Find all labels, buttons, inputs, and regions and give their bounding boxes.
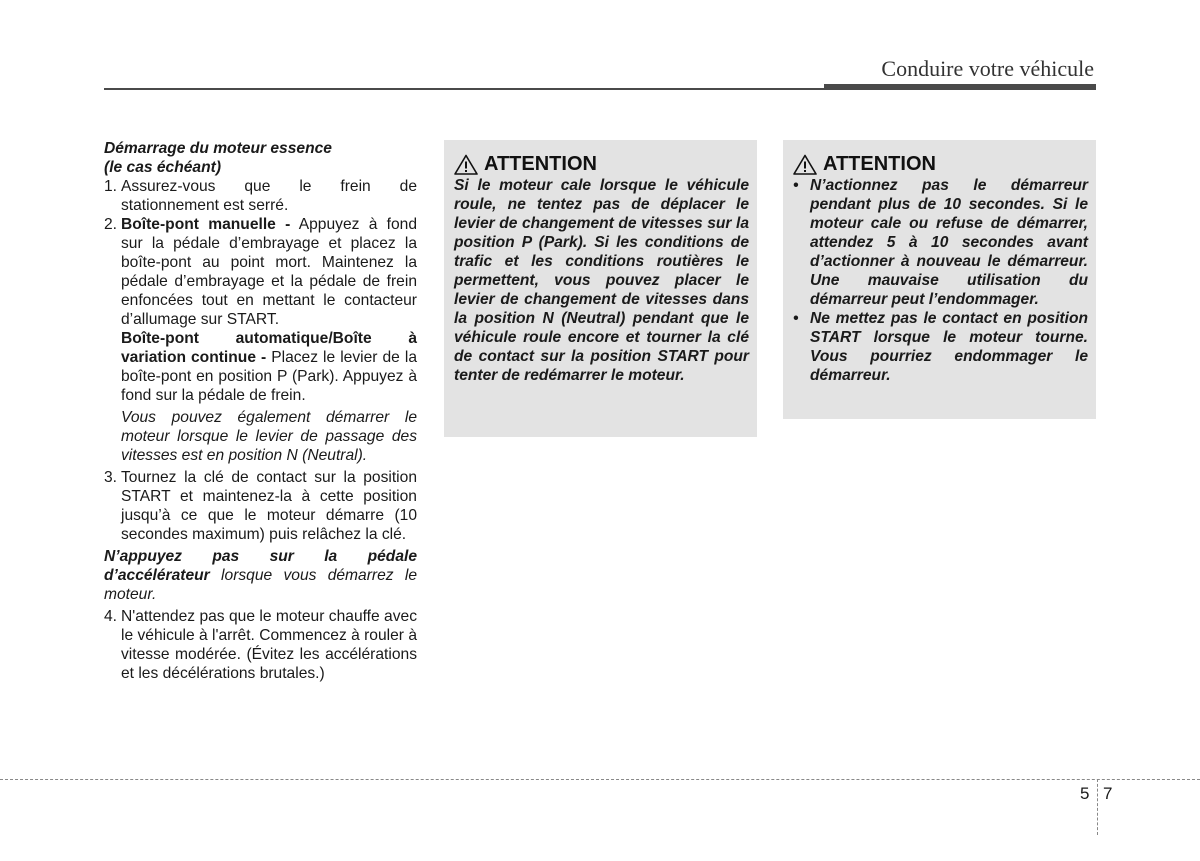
page-header-title: Conduire votre véhicule [881, 56, 1094, 81]
attention-box-stall [444, 140, 757, 437]
accelerator-note [104, 547, 417, 604]
bullet-text: Ne mettez pas le contact en position START lorsque le moteur tourne. Vous pourriez endommager le démarreur. [810, 310, 1088, 384]
footer-divider [0, 779, 1200, 780]
page-number-divider [1097, 779, 1098, 835]
step-text: Tournez la clé de contact sur la position START et maintenez-la à cette position jusqu’à ce que le moteur démarre (10 secondes maximum) puis relâchez la clé. [121, 469, 417, 543]
attention-heading [793, 152, 1088, 176]
warning-triangle-icon [793, 154, 817, 175]
step-number: 4. [104, 608, 118, 625]
bullet-mark: • [793, 310, 799, 327]
step-2-note: Vous pouvez également démarrer le moteur lorsque le levier de passage des vitesses est en position N (Neutral). [121, 409, 417, 464]
step-4 [104, 607, 417, 683]
step-number: 3. [104, 469, 118, 486]
section-subheading: Démarrage du moteur essence [104, 140, 332, 157]
step-2 [104, 215, 417, 329]
step-number: 2. [104, 216, 118, 233]
step-text: Placez le levier de la boîte-pont en position P (Park). Appuyez à fond sur la pédale de frein. [121, 349, 417, 404]
attention-bullet [793, 309, 1088, 385]
chapter-number: 5 [1080, 784, 1090, 803]
attention-label: ATTENTION [484, 152, 597, 175]
step-text: Appuyez à fond sur la pédale d’embrayage et placez la boîte-pont au point mort. Maintenez la pédale d’embrayage et la pédale de frein enfoncées tout en mettant le contacteur d’allumage sur START. [121, 216, 418, 328]
warning-triangle-icon [454, 154, 478, 175]
header-rule [104, 88, 824, 90]
step-text: Assurez-vous que le frein de stationnement est serré. [121, 178, 417, 214]
step-text: N'attendez pas que le moteur chauffe avec le véhicule à l'arrêt. Commencez à rouler à vitesse modérée. (Évitez les accélérations et les décélérations brutales.) [121, 608, 417, 682]
page-number: 7 [1103, 784, 1113, 803]
step-bold-label: Boîte-pont manuelle - [121, 216, 291, 233]
step-1 [104, 177, 417, 215]
attention-heading [454, 152, 749, 176]
attention-body: Si le moteur cale lorsque le véhicule roule, ne tentez pas de déplacer le levier de changement de vitesses sur la position P (Park). Si les conditions de trafic et les conditions routières le permettent, vous pouvez placer le levier de changement de vitesses dans la position N (Neutral) pendant que le véhicule roule encore et tourner la clé de contact sur la position START pour tenter de redémarrer le moteur. [454, 177, 749, 384]
bullet-mark: • [793, 177, 799, 194]
attention-box-starter [783, 140, 1096, 419]
bullet-text: N’actionnez pas le démarreur pendant plus de 10 secondes. Si le moteur cale ou refuse de démarrer, attendez 5 à 10 secondes avant d’actionner à nouveau le démarreur. Une mauvaise utilisation du démarreur peut l’endommager. [810, 177, 1088, 308]
step-3 [104, 468, 417, 544]
step-2-automatic [104, 329, 417, 405]
step-number: 1. [104, 178, 118, 195]
attention-bullet [793, 176, 1088, 309]
attention-label: ATTENTION [823, 152, 936, 175]
note-text: lorsque vous démarrez le moteur. [104, 567, 417, 603]
attention-body [793, 176, 1088, 385]
section-subheading-qualifier: (le cas échéant) [104, 159, 222, 176]
left-column [104, 139, 417, 683]
note-bold: N’appuyez pas sur la pédale d’accélérateur [104, 548, 417, 584]
header-rule-thick [824, 84, 1096, 90]
step-bold-label: Boîte-pont automatique/Boîte à variation continue - [121, 330, 417, 366]
